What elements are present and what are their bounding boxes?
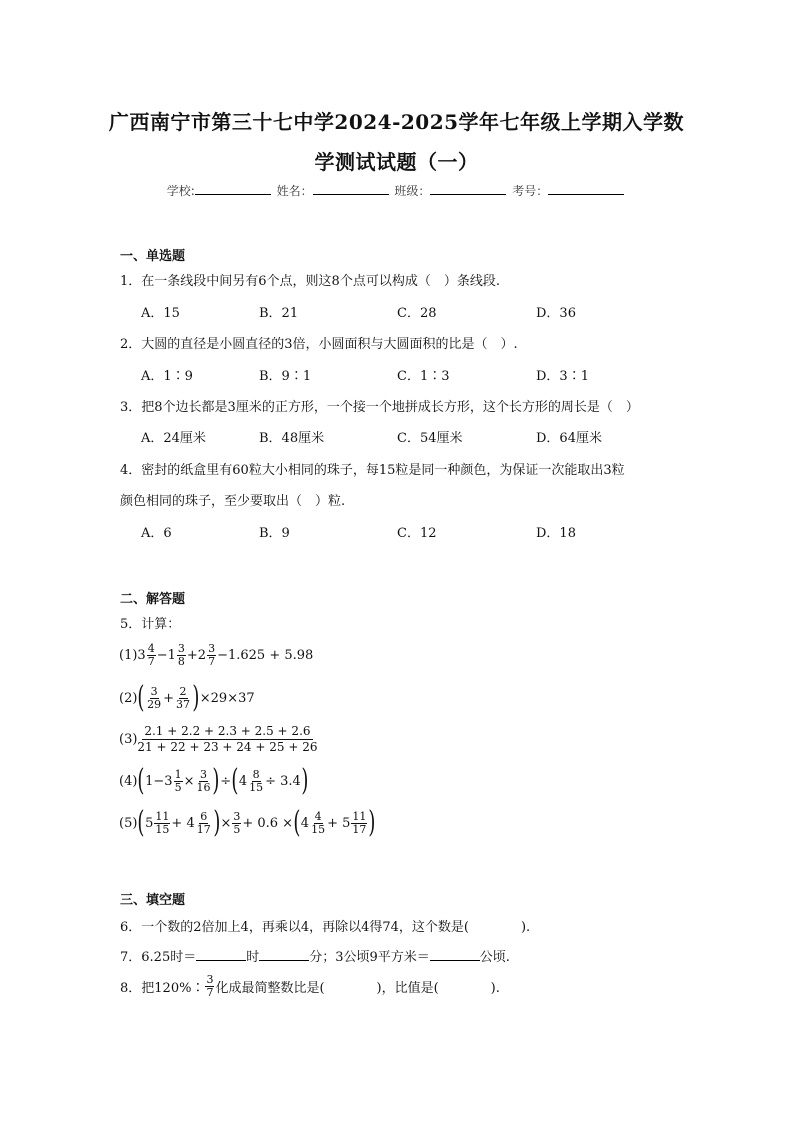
q5-part-2: (2) ( $\frac{3}{29}$ + $\frac{2}{37}$ ) ×29×37	[119, 680, 255, 715]
fraction: $\frac{3}{16}$	[196, 767, 211, 794]
operator: −	[156, 648, 168, 663]
q4-stem-line-1: 4．密封的纸盒里有60粒大小相同的珠子，每15粒是同一种颜色，为保证一次能取出3粒	[120, 463, 625, 478]
name-blank[interactable]	[313, 183, 389, 195]
mixed-int: 3	[137, 648, 146, 663]
q5-part-5: (5) ( 5 $\frac{11}{15}$ + 4 $\frac{6}{17}$ ) × $\frac{3}{5}$ + 0.6 × ( 4 $\frac{4}{15}$ + 5 $\frac{11}{17}$ )	[119, 805, 376, 840]
q2-stem: 2．大圆的直径是小圆直径的3倍，小圆面积与大圆面积的比是（ ）.	[120, 337, 518, 352]
part-label: (1)	[119, 648, 138, 663]
fraction: $\frac{3}{7}$	[208, 642, 216, 668]
q3-option-b[interactable]: B．48厘米	[259, 431, 325, 446]
q7-blank-1[interactable]	[196, 948, 246, 961]
mixed-int: 1	[167, 648, 176, 663]
expression-mid: + 0.6 ×	[242, 815, 294, 831]
part-label: (2)	[119, 690, 138, 706]
class-label: 班级：	[394, 184, 431, 198]
q5-part-4: (4) ( 1−3 $\frac{1}{5}$ × $\frac{3}{16}$ ) ÷ ( 4 $\frac{8}{15}$ ÷ 3.4 )	[119, 763, 309, 798]
section-answer: 二、解答题	[120, 592, 186, 607]
section-fill-blank: 三、填空题	[120, 893, 186, 908]
fraction: $\frac{8}{15}$	[249, 767, 264, 794]
big-fraction: 2.1 + 2.2 + 2.3 + 2.5 + 2.6 21 + 22 + 23 + 24 + 25 + 26	[137, 724, 318, 754]
title-line-2: 学测试试题（一）	[314, 150, 479, 174]
operator: + 4	[171, 815, 195, 831]
part-label: (4)	[119, 773, 138, 789]
fraction: $\frac{3}{29}$	[147, 684, 162, 711]
q3-option-c[interactable]: C．54厘米	[397, 431, 463, 446]
q5-stem: 5．计算：	[120, 617, 181, 632]
operator: +	[186, 648, 198, 663]
q3-option-a[interactable]: A．24厘米	[141, 431, 206, 446]
q7-blank-3[interactable]	[430, 948, 480, 961]
class-blank[interactable]	[430, 183, 506, 195]
part-label: (3)	[119, 732, 138, 747]
fraction: $\frac{2}{37}$	[176, 684, 191, 711]
q2-option-a[interactable]: A．1∶9	[141, 369, 193, 384]
school-blank[interactable]	[195, 183, 271, 195]
q4-option-c[interactable]: C．12	[397, 526, 437, 541]
operator: ×	[220, 815, 232, 831]
q7-stem: 7．6.25时＝ 时 分；3公顷9平方米＝ 公顷.	[120, 950, 510, 965]
q7-blank-2[interactable]	[259, 948, 309, 961]
operator: ×	[183, 773, 195, 789]
expression-tail: ×29×37	[199, 690, 255, 706]
expression-tail: ÷ 3.4	[265, 773, 301, 789]
q1-option-c[interactable]: C．28	[397, 306, 437, 321]
fraction: $\frac{3}{8}$	[177, 642, 185, 668]
expression-lead: 1−3	[145, 773, 173, 789]
name-label: 姓名：	[276, 184, 313, 198]
mixed-int: 5	[145, 815, 154, 831]
fraction: $\frac{3}{5}$	[233, 809, 241, 836]
mixed-int: 4	[238, 773, 248, 789]
q2-option-d[interactable]: D．3∶1	[536, 369, 589, 384]
q8-stem: 8．把120%∶ $\frac{3}{7}$ 化成最简整数比是( )，比值是( ).	[120, 973, 500, 999]
q4-option-b[interactable]: B．9	[259, 526, 290, 541]
fraction: $\frac{3}{7}$	[206, 973, 214, 999]
fraction: $\frac{1}{5}$	[174, 767, 182, 794]
section-single-choice: 一、单选题	[120, 249, 186, 264]
expression-tail: −1.625 + 5.98	[217, 648, 314, 663]
q1-stem: 1．在一条线段中间另有6个点，则这8个点可以构成（ ）条线段.	[120, 274, 500, 289]
fraction: $\frac{11}{15}$	[155, 809, 170, 836]
number-label: 考号：	[512, 184, 549, 198]
q6-stem: 6．一个数的2倍加上4，再乘以4，再除以4得74，这个数是( ).	[120, 920, 531, 935]
school-label: 学校:	[166, 184, 195, 198]
q2-option-b[interactable]: B．9∶1	[259, 369, 312, 384]
q3-stem: 3．把8个边长都是3厘米的正方形，一个接一个地拼成长方形，这个长方形的周长是（ ）	[120, 400, 639, 415]
number-blank[interactable]	[548, 183, 624, 195]
part-label: (5)	[119, 815, 138, 831]
q1-option-b[interactable]: B．21	[259, 306, 299, 321]
mixed-int: 4	[300, 815, 310, 831]
student-info-line	[0, 182, 793, 199]
q5-part-3	[119, 724, 317, 755]
q1-option-d[interactable]: D．36	[536, 306, 576, 321]
q4-stem-line-2: 颜色相同的珠子，至少要取出（ ）粒.	[120, 494, 346, 509]
operator: + 5	[327, 815, 351, 831]
title-line-1: 广西南宁市第三十七中学2024-2025学年七年级上学期入学数	[108, 110, 685, 134]
fraction: $\frac{6}{17}$	[196, 809, 211, 836]
q4-option-a[interactable]: A．6	[141, 526, 172, 541]
operator: ÷	[220, 773, 232, 789]
q3-option-d[interactable]: D．64厘米	[536, 431, 602, 446]
operator: +	[163, 690, 175, 706]
mixed-int: 2	[197, 648, 207, 663]
q5-part-1	[119, 643, 313, 668]
fraction: $\frac{11}{17}$	[352, 809, 367, 836]
fraction: $\frac{4}{7}$	[147, 642, 155, 668]
q2-option-c[interactable]: C．1∶3	[397, 369, 450, 384]
fraction: $\frac{4}{15}$	[311, 809, 326, 836]
q1-option-a[interactable]: A．15	[141, 306, 180, 321]
q4-option-d[interactable]: D．18	[536, 526, 576, 541]
